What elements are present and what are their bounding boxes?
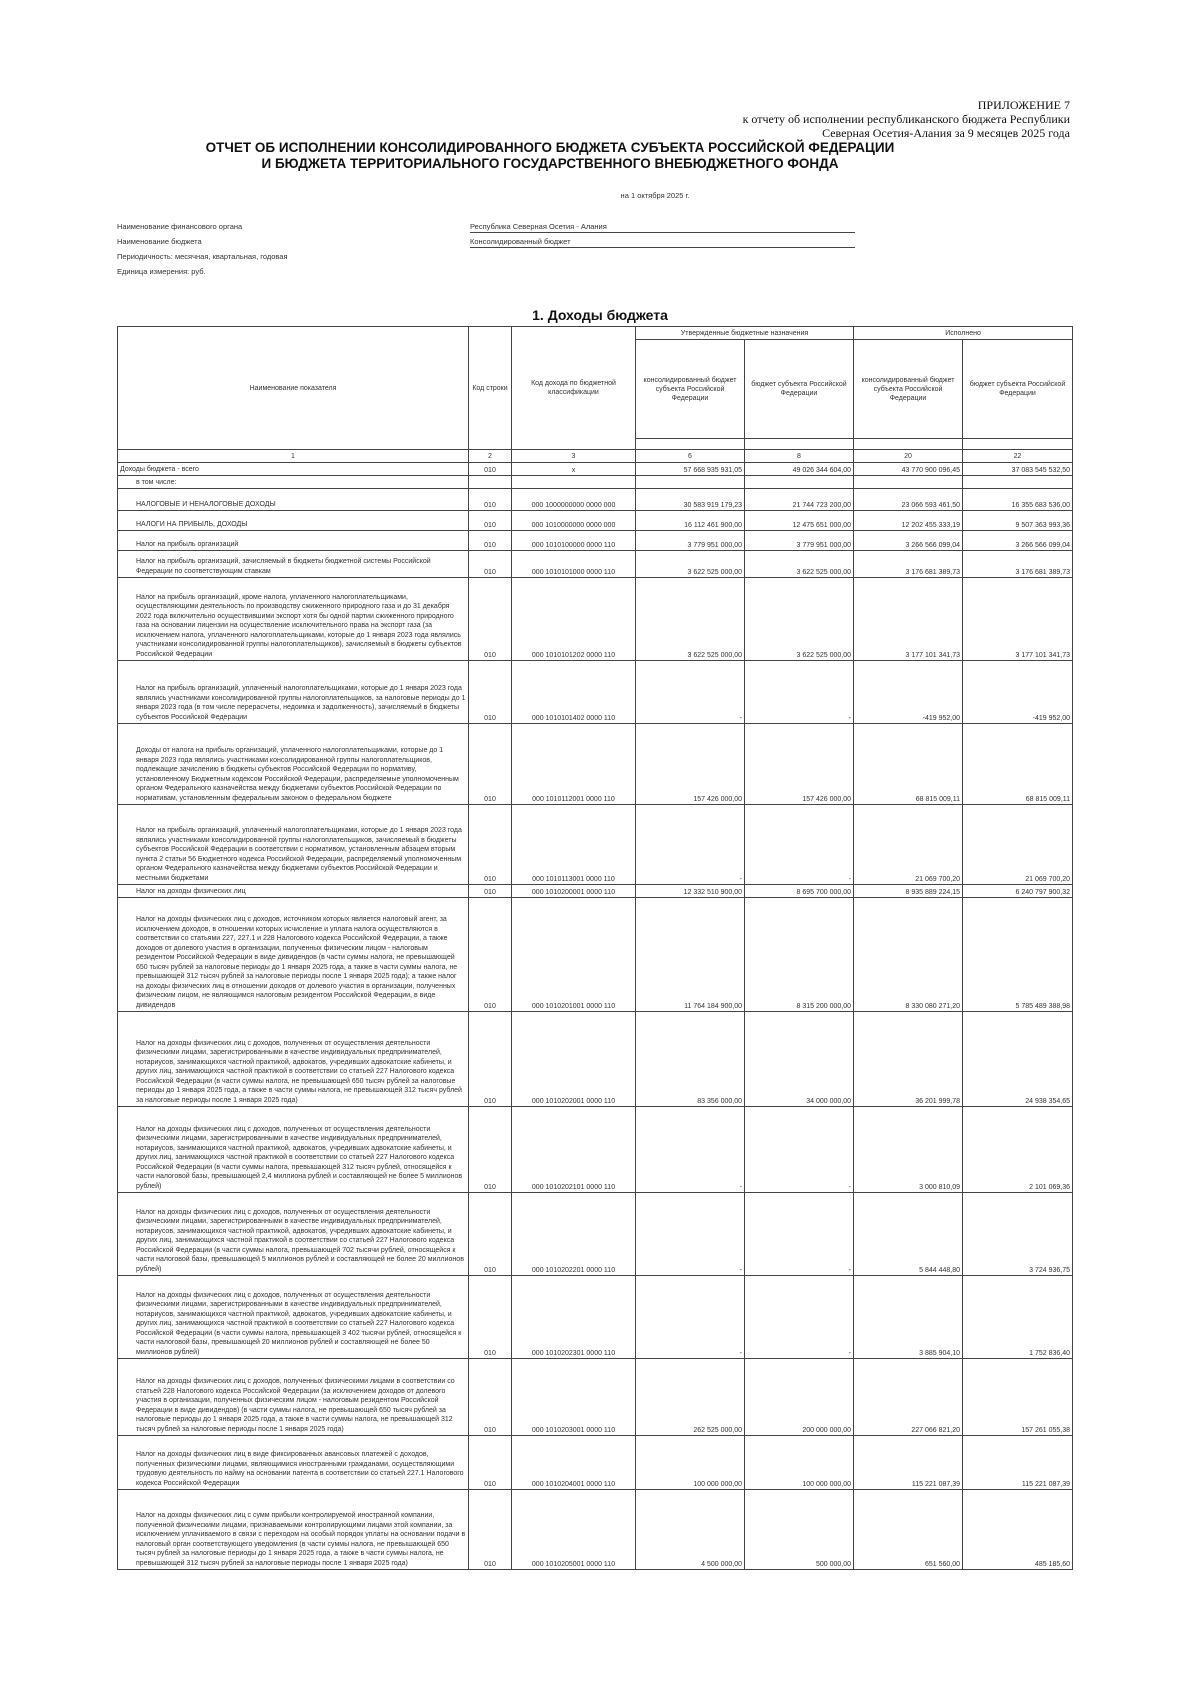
table-row — [118, 885, 1073, 898]
row-approved-consolidated: 12 332 510 900,00 — [636, 885, 745, 898]
row-code: 010 — [469, 463, 512, 476]
header-executed-subject: бюджет субъекта Российской Федерации — [963, 340, 1073, 439]
row-executed-consolidated: 651 560,00 — [854, 1490, 963, 1570]
row-code: 010 — [469, 1107, 512, 1193]
column-number: 1 — [118, 450, 469, 463]
row-kbk — [512, 476, 636, 489]
row-approved-consolidated: 30 583 919 179,23 — [636, 489, 745, 511]
header-spacer — [636, 439, 745, 450]
row-approved-consolidated: 100 000 000,00 — [636, 1436, 745, 1490]
row-executed-consolidated — [854, 476, 963, 489]
row-kbk: 000 1010202201 0000 110 — [512, 1193, 636, 1276]
revenue-table — [117, 326, 1073, 1570]
table-row — [118, 1193, 1073, 1276]
row-kbk: 000 1010000000 0000 000 — [512, 511, 636, 531]
row-approved-subject: 3 779 951 000,00 — [745, 531, 854, 551]
row-approved-consolidated: - — [636, 1193, 745, 1276]
row-code: 010 — [469, 885, 512, 898]
row-kbk: 000 1010202101 0000 110 — [512, 1107, 636, 1193]
row-name: Налог на доходы физических лиц с доходов, полученных от осуществления деятельности физическими лицами, зарегистрированными в качестве индивидуальных предпринимателей, нотариусов, занимающихся частной практикой, адвокатов, учредивших адвокатские кабинеты, и других лиц, занимающихся частной практикой в соответствии со статьей 227 Налогового кодекса Российской Федерации (в части суммы налога, превышающей 3 402 тысячи рублей, относящейся к части налоговой базы, превышающей 20 миллионов рублей и составляющей не более 50 миллионов рублей) — [118, 1276, 469, 1359]
row-kbk: 000 1010113001 0000 110 — [512, 805, 636, 885]
row-kbk: 000 1010202001 0000 110 — [512, 1012, 636, 1107]
row-approved-consolidated: - — [636, 1276, 745, 1359]
row-executed-consolidated: 5 844 448,80 — [854, 1193, 963, 1276]
table-row — [118, 511, 1073, 531]
row-kbk: 000 1010101202 0000 110 — [512, 578, 636, 661]
row-executed-subject: -419 952,00 — [963, 661, 1073, 724]
fin-org-label: Наименование финансового органа — [117, 222, 243, 231]
row-executed-consolidated: 3 885 904,10 — [854, 1276, 963, 1359]
table-row — [118, 476, 1073, 489]
row-executed-subject: 16 355 683 536,00 — [963, 489, 1073, 511]
row-approved-subject — [745, 476, 854, 489]
header-spacer — [745, 439, 854, 450]
appendix-line-2: к отчету об исполнении республиканского бюджета Республики — [742, 112, 1070, 126]
row-name: Налог на прибыль организаций, зачисляемый в бюджеты бюджетной системы Российской Федерации по соответствующим ставкам — [118, 551, 469, 578]
row-executed-subject: 37 083 545 532,50 — [963, 463, 1073, 476]
periodicity-label: Периодичность: месячная, квартальная, годовая — [117, 252, 288, 261]
row-name: Налог на доходы физических лиц с доходов, полученных физическими лицами в соответствии со статьей 228 Налогового кодекса Российской Федерации (за исключением доходов от долевого участия в организации, полученных физическим лицом - налоговым резидентом Российской Федерации в виде дивидендов) (в части суммы налога, не превышающей 650 тысяч рублей за налоговые периоды до 1 января 2025 года, а также в части суммы налога, не превышающей 312 тысяч рублей за налоговые периоды после 1 января 2025 года) — [118, 1359, 469, 1436]
row-code: 010 — [469, 805, 512, 885]
row-approved-subject: 200 000 000,00 — [745, 1359, 854, 1436]
row-name: НАЛОГИ НА ПРИБЫЛЬ, ДОХОДЫ — [118, 511, 469, 531]
column-number: 8 — [745, 450, 854, 463]
row-code: 010 — [469, 511, 512, 531]
row-approved-subject: - — [745, 661, 854, 724]
table-row — [118, 489, 1073, 511]
row-executed-subject: 2 101 069,36 — [963, 1107, 1073, 1193]
row-code: 010 — [469, 489, 512, 511]
row-approved-consolidated: 16 112 461 900,00 — [636, 511, 745, 531]
row-approved-subject: 34 000 000,00 — [745, 1012, 854, 1107]
column-number: 3 — [512, 450, 636, 463]
row-executed-subject: 3 177 101 341,73 — [963, 578, 1073, 661]
row-name: НАЛОГОВЫЕ И НЕНАЛОГОВЫЕ ДОХОДЫ — [118, 489, 469, 511]
row-executed-subject: 3 176 681 389,73 — [963, 551, 1073, 578]
header-approved-group: Утвержденные бюджетные назначения — [636, 327, 854, 340]
table-row — [118, 1276, 1073, 1359]
row-name: Налог на доходы физических лиц с доходов, полученных от осуществления деятельности физическими лицами, зарегистрированными в качестве индивидуальных предпринимателей, нотариусов, занимающихся частной практикой, адвокатов, учредивших адвокатские кабинеты, и других лиц, занимающихся частной практикой в соответствии со статьей 227 Налогового кодекса Российской Федерации (в части суммы налога, не превышающей 650 тысяч рублей за налоговые периоды до 1 января 2025 года, а также в части суммы налога, не превышающей 312 тысяч рублей за налоговые периоды после 1 января 2025 года) — [118, 1012, 469, 1107]
column-number: 20 — [854, 450, 963, 463]
row-code: 010 — [469, 1490, 512, 1570]
section-title: 1. Доходы бюджета — [532, 307, 668, 323]
row-approved-subject: 100 000 000,00 — [745, 1436, 854, 1490]
row-code: 010 — [469, 898, 512, 1012]
row-kbk: 000 1000000000 0000 000 — [512, 489, 636, 511]
report-title-line-1: ОТЧЕТ ОБ ИСПОЛНЕНИИ КОНСОЛИДИРОВАННОГО БЮДЖЕТА СУБЪЕКТА РОССИЙСКОЙ ФЕДЕРАЦИИ — [205, 140, 895, 155]
row-code: 010 — [469, 1012, 512, 1107]
row-executed-subject: 3 266 566 099,04 — [963, 531, 1073, 551]
row-executed-subject: 68 815 009,11 — [963, 724, 1073, 805]
table-body — [118, 463, 1073, 1570]
report-title — [150, 140, 950, 172]
table-row — [118, 1107, 1073, 1193]
row-executed-subject: 157 261 055,38 — [963, 1359, 1073, 1436]
row-approved-subject: 8 695 700 000,00 — [745, 885, 854, 898]
row-approved-consolidated: - — [636, 805, 745, 885]
row-approved-consolidated: 157 426 000,00 — [636, 724, 745, 805]
report-title-line-2: И БЮДЖЕТА ТЕРРИТОРИАЛЬНОГО ГОСУДАРСТВЕННОГО ВНЕБЮДЖЕТНОГО ФОНДА — [261, 156, 839, 171]
header-spacer — [854, 439, 963, 450]
row-executed-consolidated: 8 935 889 224,15 — [854, 885, 963, 898]
table-row — [118, 1490, 1073, 1570]
header-kbk: Код дохода по бюджетной классификации — [512, 327, 636, 450]
report-date: на 1 октября 2025 г. — [620, 191, 690, 200]
row-name: Доходы от налога на прибыль организаций, уплаченного налогоплательщиками, которые до 1 января 2023 года являлись участниками консолидированной группы налогоплательщиков, подлежащие зачислению в бюджеты субъектов Российской Федерации по нормативу, установленному Бюджетным кодексом Российской Федерации, распределяемые уполномоченным органом Федерального казначейства между бюджетами субъектов Российской Федерации по нормативам, установленным федеральным законом о федеральном бюджете — [118, 724, 469, 805]
row-kbk: x — [512, 463, 636, 476]
table-row — [118, 1012, 1073, 1107]
row-approved-subject: 8 315 200 000,00 — [745, 898, 854, 1012]
row-approved-consolidated — [636, 476, 745, 489]
row-name: Налог на доходы физических лиц с доходов, полученных от осуществления деятельности физическими лицами, зарегистрированными в качестве индивидуальных предпринимателей, нотариусов, занимающихся частной практикой, адвокатов, учредивших адвокатские кабинеты, и других лиц, занимающихся частной практикой в соответствии со статьей 227 Налогового кодекса Российской Федерации (в части суммы налога, превышающей 312 тысяч рублей, относящейся к части налоговой базы, превышающей 2,4 миллиона рублей и составляющей не более 5 миллионов рублей) — [118, 1107, 469, 1193]
row-code: 010 — [469, 531, 512, 551]
row-approved-consolidated: 3 622 525 000,00 — [636, 578, 745, 661]
header-approved-consolidated: консолидированный бюджет субъекта Российской Федерации — [636, 340, 745, 439]
row-code: 010 — [469, 551, 512, 578]
row-executed-subject: 1 752 836,40 — [963, 1276, 1073, 1359]
row-code: 010 — [469, 578, 512, 661]
header-executed-group: Исполнено — [854, 327, 1073, 340]
row-executed-subject: 5 785 489 388,98 — [963, 898, 1073, 1012]
row-name: Доходы бюджета - всего — [118, 463, 469, 476]
row-approved-subject: 49 026 344 604,00 — [745, 463, 854, 476]
row-executed-consolidated: 227 066 821,20 — [854, 1359, 963, 1436]
table-row — [118, 1359, 1073, 1436]
row-executed-consolidated: 8 330 080 271,20 — [854, 898, 963, 1012]
row-executed-consolidated: 3 266 566 099,04 — [854, 531, 963, 551]
row-executed-subject: 115 221 087,39 — [963, 1436, 1073, 1490]
row-name: Налог на прибыль организаций — [118, 531, 469, 551]
table-row — [118, 463, 1073, 476]
column-number: 2 — [469, 450, 512, 463]
row-name: Налог на прибыль организаций, кроме налога, уплаченного налогоплательщиками, осуществляющими деятельность по производству сжиженного природного газа и до 31 декабря 2022 года включительно осуществившими экспорт хотя бы одной партии сжиженного природного газа на основании лицензии на осуществление исключительного права на экспорт газа (за исключением налога, уплаченного налогоплательщиками, которые до 1 января 2023 года являлись участниками консолидированной группы налогоплательщиков), зачисляемый в бюджеты субъектов Российской Федерации — [118, 578, 469, 661]
row-approved-consolidated: - — [636, 1107, 745, 1193]
row-approved-subject: 3 622 525 000,00 — [745, 578, 854, 661]
row-kbk: 000 1010200001 0000 110 — [512, 885, 636, 898]
row-executed-subject: 24 938 354,65 — [963, 1012, 1073, 1107]
header-approved-subject: бюджет субъекта Российской Федерации — [745, 340, 854, 439]
row-executed-subject: 3 724 936,75 — [963, 1193, 1073, 1276]
row-approved-subject: - — [745, 805, 854, 885]
row-name: Налог на доходы физических лиц с доходов, полученных от осуществления деятельности физическими лицами, зарегистрированными в качестве индивидуальных предпринимателей, нотариусов, занимающихся частной практикой, адвокатов, учредивших адвокатские кабинеты, и других лиц, занимающихся частной практикой в соответствии со статьей 227 Налогового кодекса Российской Федерации (в части суммы налога, превышающей 702 тысячи рублей, относящейся к части налоговой базы, превышающей 5 миллионов рублей и составляющей не более 20 миллионов рублей) — [118, 1193, 469, 1276]
row-approved-subject: - — [745, 1107, 854, 1193]
fin-org-value: Республика Северная Осетия - Алания — [470, 222, 855, 233]
budget-value: Консолидированный бюджет — [470, 237, 855, 248]
row-executed-consolidated: 3 000 810,09 — [854, 1107, 963, 1193]
row-executed-subject: 9 507 363 993,36 — [963, 511, 1073, 531]
row-name: Налог на доходы физических лиц — [118, 885, 469, 898]
row-executed-consolidated: 3 176 681 389,73 — [854, 551, 963, 578]
row-executed-consolidated: 3 177 101 341,73 — [854, 578, 963, 661]
row-kbk: 000 1010204001 0000 110 — [512, 1436, 636, 1490]
row-approved-consolidated: 3 779 951 000,00 — [636, 531, 745, 551]
row-name: Налог на доходы физических лиц в виде фиксированных авансовых платежей с доходов, полученных физическими лицами, являющимися иностранными гражданами, осуществляющими трудовую деятельность по найму на основании патента в соответствии со статьей 227.1 Налогового кодекса Российской Федерации — [118, 1436, 469, 1490]
column-number: 22 — [963, 450, 1073, 463]
header-executed-consolidated: консолидированный бюджет субъекта Российской Федерации — [854, 340, 963, 439]
table-row — [118, 531, 1073, 551]
row-name: Налог на прибыль организаций, уплаченный налогоплательщиками, которые до 1 января 2023 года являлись участниками консолидированной группы налогоплательщиков, за налоговые периоды до 1 января 2023 года (в том числе перерасчеты, недоимка и задолженность), зачисляемый в бюджеты субъектов Российской Федерации — [118, 661, 469, 724]
row-kbk: 000 1010101000 0000 110 — [512, 551, 636, 578]
budget-label: Наименование бюджета — [117, 237, 202, 246]
row-approved-subject: - — [745, 1193, 854, 1276]
row-executed-consolidated: 115 221 087,39 — [854, 1436, 963, 1490]
row-executed-subject: 485 185,60 — [963, 1490, 1073, 1570]
row-code: 010 — [469, 1436, 512, 1490]
appendix-block — [700, 98, 1070, 140]
row-name: в том числе: — [118, 476, 469, 489]
row-approved-consolidated: 57 668 935 931,05 — [636, 463, 745, 476]
row-code: 010 — [469, 1359, 512, 1436]
appendix-line-3: Северная Осетия-Алания за 9 месяцев 2025 года — [822, 126, 1070, 140]
row-code: 010 — [469, 661, 512, 724]
unit-label: Единица измерения: руб. — [117, 267, 206, 276]
row-executed-subject: 21 069 700,20 — [963, 805, 1073, 885]
table-row — [118, 578, 1073, 661]
row-approved-subject: 500 000,00 — [745, 1490, 854, 1570]
row-kbk: 000 1010203001 0000 110 — [512, 1359, 636, 1436]
row-kbk: 000 1010201001 0000 110 — [512, 898, 636, 1012]
row-kbk: 000 1010101402 0000 110 — [512, 661, 636, 724]
table-row — [118, 724, 1073, 805]
row-code — [469, 476, 512, 489]
row-approved-consolidated: 11 764 184 900,00 — [636, 898, 745, 1012]
table-row — [118, 898, 1073, 1012]
row-executed-subject — [963, 476, 1073, 489]
row-code: 010 — [469, 724, 512, 805]
row-code: 010 — [469, 1193, 512, 1276]
row-executed-consolidated: 21 069 700,20 — [854, 805, 963, 885]
table-row — [118, 805, 1073, 885]
row-approved-consolidated: 262 525 000,00 — [636, 1359, 745, 1436]
row-kbk: 000 1010202301 0000 110 — [512, 1276, 636, 1359]
row-kbk: 000 1010205001 0000 110 — [512, 1490, 636, 1570]
header-name: Наименование показателя — [118, 327, 469, 450]
row-kbk: 000 1010100000 0000 110 — [512, 531, 636, 551]
row-approved-subject: 157 426 000,00 — [745, 724, 854, 805]
column-number: 6 — [636, 450, 745, 463]
row-executed-consolidated: 23 066 593 461,50 — [854, 489, 963, 511]
row-name: Налог на доходы физических лиц с доходов, источником которых является налоговый агент, за исключением доходов, в отношении которых исчисление и уплата налога осуществляются в соответствии со статьями 227, 227.1 и 228 Налогового кодекса Российской Федерации, а также доходов от долевого участия в организации, полученных физическим лицом - налоговым резидентом Российской Федерации в виде дивидендов (в части суммы налога, не превышающей 650 тысяч рублей за налоговые периоды до 1 января 2025 года, а также в части суммы налога, не превышающей 312 тысяч рублей за налоговые периоды после 1 января 2025 года); а также налог на доходы физических лиц в отношении доходов от долевого участия в организации, полученных физическим лицом, не являющимся налоговым резидентом Российской Федерации, в виде дивидендов — [118, 898, 469, 1012]
row-executed-consolidated: 43 770 900 096,45 — [854, 463, 963, 476]
row-approved-subject: 21 744 723 200,00 — [745, 489, 854, 511]
row-executed-consolidated: -419 952,00 — [854, 661, 963, 724]
header-code: Код строки — [469, 327, 512, 450]
row-executed-consolidated: 68 815 009,11 — [854, 724, 963, 805]
row-name: Налог на доходы физических лиц с сумм прибыли контролируемой иностранной компании, полученной физическими лицами, признаваемыми контролирующими лицами этой компании, за исключением уплачиваемого в связи с переходом на особый порядок уплаты на основании подачи в налоговый орган соответствующего уведомления (в части суммы налога, не превышающей 650 тысяч рублей за налоговые периоды до 1 января 2025 года, а также в части суммы налога, не превышающей 312 тысяч рублей за налоговые периоды после 1 января 2025 года) — [118, 1490, 469, 1570]
row-approved-consolidated: 3 622 525 000,00 — [636, 551, 745, 578]
row-approved-consolidated: - — [636, 661, 745, 724]
row-approved-subject: - — [745, 1276, 854, 1359]
table-row — [118, 551, 1073, 578]
appendix-line-1: ПРИЛОЖЕНИЕ 7 — [977, 98, 1070, 112]
row-executed-subject: 6 240 797 900,32 — [963, 885, 1073, 898]
row-executed-consolidated: 36 201 999,78 — [854, 1012, 963, 1107]
row-approved-consolidated: 4 500 000,00 — [636, 1490, 745, 1570]
row-kbk: 000 1010112001 0000 110 — [512, 724, 636, 805]
row-approved-subject: 3 622 525 000,00 — [745, 551, 854, 578]
table-row — [118, 1436, 1073, 1490]
row-name: Налог на прибыль организаций, уплаченный налогоплательщиками, которые до 1 января 2023 года являлись участниками консолидированной группы налогоплательщиков, зачисляемый в бюджеты субъектов Российской Федерации в соответствии с нормативом, установленным абзацем вторым пункта 2 статьи 56 Бюджетного кодекса Российской Федерации, распределяемый уполномоченным органом Федерального казначейства между бюджетами субъектов Российской Федерации и местными бюджетами — [118, 805, 469, 885]
header-spacer — [963, 439, 1073, 450]
table-row — [118, 661, 1073, 724]
row-approved-subject: 12 475 651 000,00 — [745, 511, 854, 531]
row-code: 010 — [469, 1276, 512, 1359]
row-executed-consolidated: 12 202 455 333,19 — [854, 511, 963, 531]
row-approved-consolidated: 83 356 000,00 — [636, 1012, 745, 1107]
